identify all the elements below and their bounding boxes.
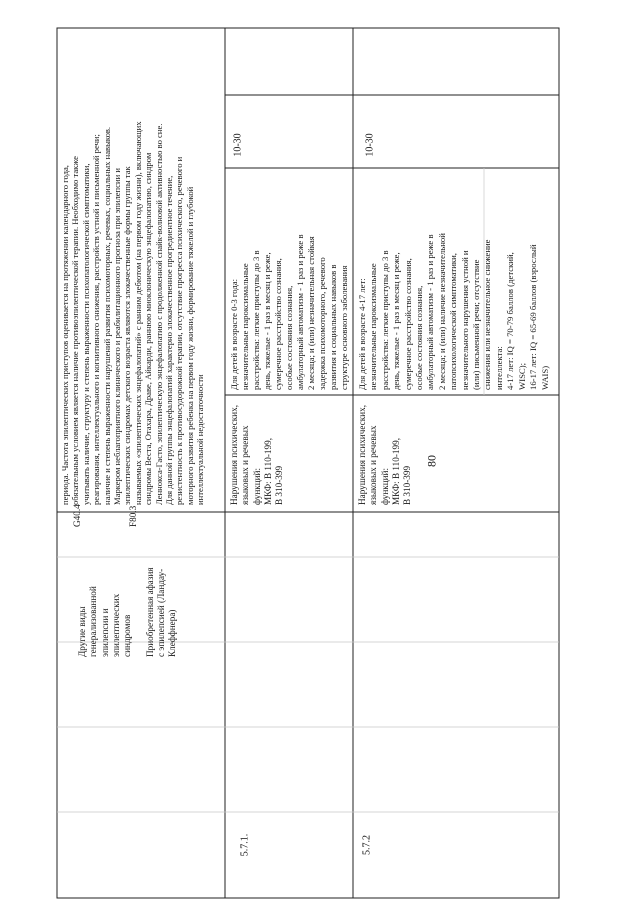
- row-5-7-2-criteria: Для детей в возрасте 4-17 лет: незначительные пароксизмальные расстройства: легкие приступы до 3 в день, тяжелые - 1 раз в месяц и реже, сумеречное расстройство сознания, особые состояния сознания, амбулаторный автоматизм - 1 раз и реже в 2 месяца; и (или) наличие незначительной патопсихологической симптоматики, незначительного нарушения устной и (или) письменной речи; отсутствие снижения или незначительное снижение интеллекта: 4-17 лет: IQ = 70-79 баллов (детский, WISC); 16-17 лет: IQ = 65-69 баллов (взрослый WAIS): [357, 233, 550, 390]
- row-5-7-1-score: 10-30: [232, 133, 244, 157]
- criteria-description-cell: периода. Частота эпилептических приступов оценивается на протяжении календарного года, обязательным условием является наличие противоэпилептической терапии. Необходимо также учитывать наличие, структуру и степень выраженности психопатологической симптоматики, реагирования, интеллектуального и когнитивного снижения, расстройств устной и письменной речи; наличие и степень выраженности нарушений развития психомоторных, речевых, социальных навыков. Маркером неблагоприятного клинического и реабилитационного прогноза при эпилепсии и эпилептических синдромах детского возраста являются злокачественные формы группы так называемых «эпилептических энцефалопатий» с ранним дебютом (на первом году жизни), включающих синдромы Веста, Отахара, Драве, Айкарди, раннюю миоклоническую энцефалопатию, синдром Леннокса-Гасто, эпилептическую энцефалопатию с продолженной спайк-волновой активностью во сне. Для данной группы энцефалопатий характерно злокачественное прогредиентное течение, резистентность к противосудорожной терапии, отсутствие прогресса психического, речевого и моторного развития ребенка на первом году жизни, формирование тяжелой и глубокой интеллектуальной недостаточности: [60, 121, 206, 505]
- row-5-7-1-impairment: Нарушения психических, языковых и речевых функций: МКФ: В 110-199, В 310-399: [229, 405, 285, 505]
- row-5-7-1-criteria: Для детей в возрасте 0-3 года: незначительные пароксизмальные расстройства: легкие приступы до 3 в день, тяжелые - 1 раз в месяц и реже, сумеречное расстройство сознания, особые состояния сознания, амбулаторный автоматизм - 1 раз и реже в 2 месяца; и (или) незначительная стойкая задержка психомоторного, речевого развития и социальных навыков в структуре основного заболевания: [229, 234, 349, 390]
- icd-codes-cell: G40.4 F80.3: [72, 504, 139, 527]
- row-number-5-7-2: 5.7.2: [361, 835, 373, 855]
- page-number: 80: [424, 455, 439, 467]
- row-5-7-2-impairment: Нарушения психических, языковых и речевых функций: МКФ: В 110-199, В 310-399: [357, 405, 413, 505]
- row-5-7-2-score: 10-30: [364, 133, 376, 157]
- disease-groups-cell: Другие виды генерализованной эпилепсии и эпилептических синдромов Приобретенная афазия с эпилепсией (Ландау- Клеффнера): [77, 567, 178, 657]
- row-number-5-7-1: 5.7.1.: [239, 833, 251, 857]
